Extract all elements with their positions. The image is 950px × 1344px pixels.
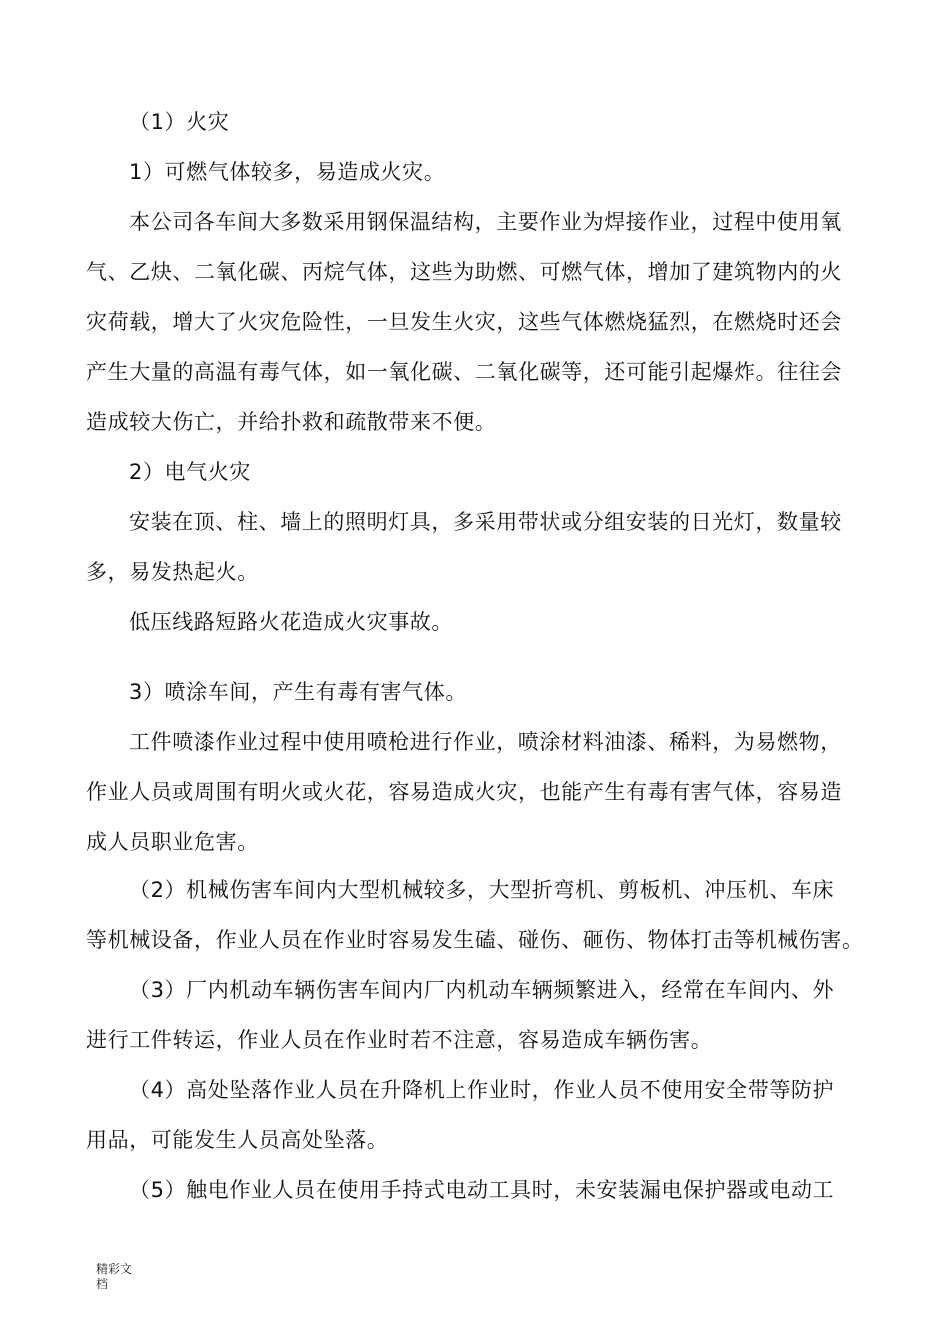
paragraph-line: 安装在顶、柱、墙上的照明灯具，多采用带状或分组安装的日光灯，数量较 xyxy=(129,510,842,534)
footer-line: 精彩文 xyxy=(96,1262,133,1276)
heading-fire: （1）火灾 xyxy=(129,110,230,134)
paragraph-line: 灾荷载，增大了火灾危险性，一旦发生火灾，这些气体燃烧猛烈，在燃烧时还会 xyxy=(86,310,842,334)
page-footer xyxy=(96,1262,156,1292)
paragraph-line: （2）机械伤害车间内大型机械较多，大型折弯机、剪板机、冲压机、车床 xyxy=(129,878,835,902)
paragraph-line: 产生大量的高温有毒气体，如一氧化碳、二氧化碳等，还可能引起爆炸。往往会 xyxy=(86,360,842,384)
paragraph-line: 低压线路短路火花造成火灾事故。 xyxy=(129,610,453,634)
paragraph-line: （4）高处坠落作业人员在升降机上作业时，作业人员不使用安全带等防护 xyxy=(129,1078,835,1102)
subheading-spray-workshop: 3）喷涂车间，产生有毒有害气体。 xyxy=(129,680,467,704)
paragraph-line: （3）厂内机动车辆伤害车间内厂内机动车辆频繁进入，经常在车间内、外 xyxy=(129,978,835,1002)
paragraph-line: （5）触电作业人员在使用手持式电动工具时，未安装漏电保护器或电动工 xyxy=(129,1178,835,1202)
paragraph-line: 气、乙炔、二氧化碳、丙烷气体，这些为助燃、可燃气体，增加了建筑物内的火 xyxy=(86,260,842,284)
footer-line: 档 xyxy=(96,1277,109,1291)
paragraph-line: 多，易发热起火。 xyxy=(86,560,259,584)
subheading-electrical-fire: 2）电气火灾 xyxy=(129,460,251,484)
subheading-combustible-gas: 1）可燃气体较多，易造成火灾。 xyxy=(129,160,446,184)
paragraph-line: 成人员职业危害。 xyxy=(86,830,259,854)
paragraph-line: 等机械设备，作业人员在作业时容易发生磕、碰伤、砸伤、物体打击等机械伤害。 xyxy=(86,928,864,952)
paragraph-line: 工件喷漆作业过程中使用喷枪进行作业，喷涂材料油漆、稀料，为易燃物， xyxy=(129,730,842,754)
paragraph-line: 作业人员或周围有明火或火花，容易造成火灾，也能产生有毒有害气体，容易造 xyxy=(86,780,842,804)
paragraph-line: 造成较大伤亡，并给扑救和疏散带来不便。 xyxy=(86,410,497,434)
paragraph-line: 用品，可能发生人员高处坠落。 xyxy=(86,1128,389,1152)
paragraph-line: 本公司各车间大多数采用钢保温结构，主要作业为焊接作业，过程中使用氧 xyxy=(129,210,842,234)
paragraph-line: 进行工件转运，作业人员在作业时若不注意，容易造成车辆伤害。 xyxy=(86,1028,713,1052)
